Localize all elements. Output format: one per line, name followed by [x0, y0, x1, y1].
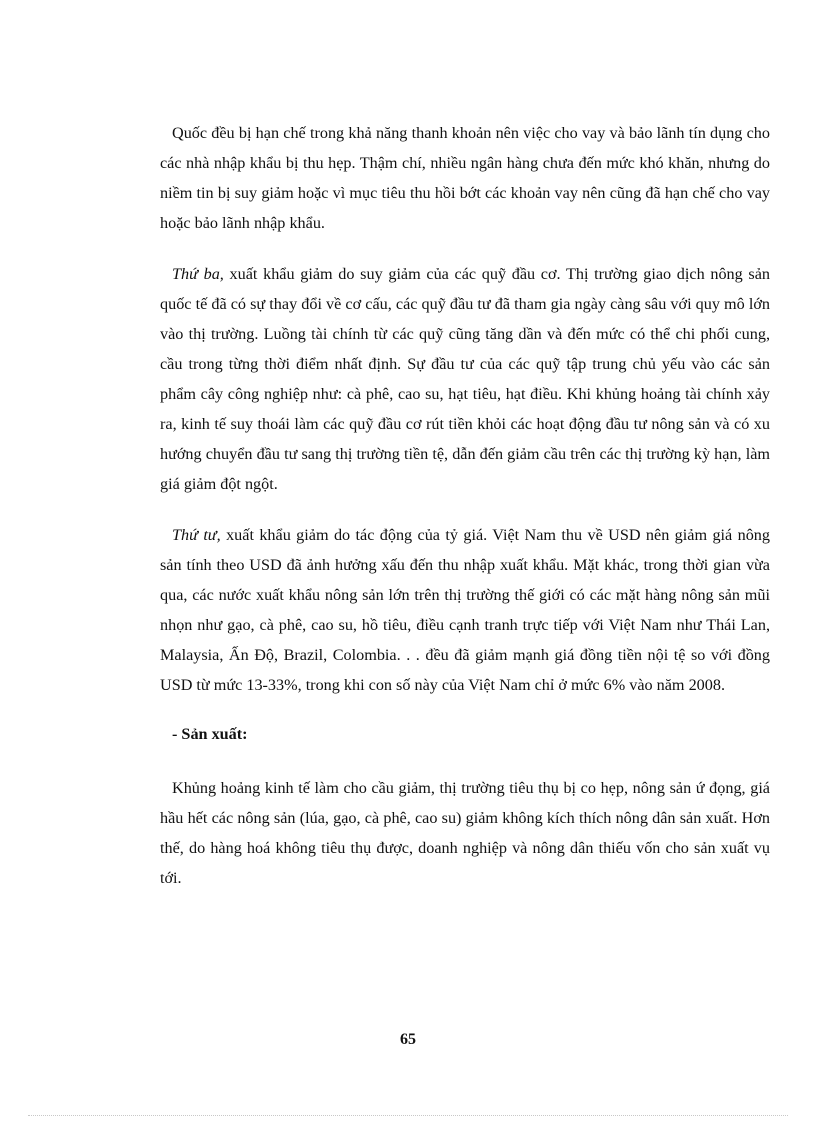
paragraph-lead: Thứ tư,	[172, 526, 221, 544]
document-body	[160, 118, 770, 893]
page-number: 65	[400, 1031, 416, 1048]
paragraph-text: Quốc đều bị hạn chế trong khả năng thanh khoản nên việc cho vay và bảo lãnh tín dụng cho các nhà nhập khẩu bị thu hẹp. Thậm chí, nhiều ngân hàng chưa đến mức khó khăn, nhưng do niềm tin bị suy giảm hoặc vì mục tiêu thu hồi bớt các khoản vay nên cũng đã hạn chế cho vay hoặc bảo lãnh nhập khẩu.	[160, 124, 770, 232]
paragraph-text: Khủng hoảng kinh tế làm cho cầu giảm, thị trường tiêu thụ bị co hẹp, nông sản ứ đọng, giá hầu hết các nông sản (lúa, gạo, cà phê, cao su) giảm không kích thích nông dân sản xuất. Hơn thế, do hàng hoá không tiêu thụ được, doanh nghiệp và nông dân thiếu vốn cho sản xuất vụ tới.	[160, 779, 770, 887]
section-heading-production: - Sản xuất:	[172, 725, 248, 743]
paragraph-text: xuất khẩu giảm do tác động của tỷ giá. Việt Nam thu về USD nên giảm giá nông sản tính theo USD đã ảnh hưởng xấu đến thu nhập xuất khẩu. Mặt khác, trong thời gian vừa qua, các nước xuất khẩu nông sản lớn trên thị trường thế giới có các mặt hàng nông sản mũi nhọn như gạo, cà phê, cao su, hồ tiêu, điều cạnh tranh trực tiếp với Việt Nam như Thái Lan, Malaysia, Ấn Độ, Brazil, Colombia. . . đều đã giảm mạnh giá đồng tiền nội tệ so với đồng USD từ mức 13-33%, trong khi con số này của Việt Nam chỉ ở mức 6% vào năm 2008.	[160, 526, 770, 694]
paragraph-production	[160, 773, 770, 893]
page-bottom-divider	[28, 1115, 788, 1116]
paragraph-exchange-rate	[160, 520, 770, 700]
paragraph-lead: Thứ ba,	[172, 265, 224, 283]
paragraph-text: xuất khẩu giảm do suy giảm của các quỹ đầu cơ. Thị trường giao dịch nông sản quốc tế đã có sự thay đổi về cơ cấu, các quỹ đầu tư đã tham gia ngày càng sâu với quy mô lớn vào thị trường. Luồng tài chính từ các quỹ cũng tăng dần và đến mức có thể chi phối cung, cầu trong từng thời điểm nhất định. Sự đầu tư của các quỹ tập trung chủ yếu vào các sản phẩm cây công nghiệp như: cà phê, cao su, hạt tiêu, hạt điều. Khi khủng hoảng tài chính xảy ra, kinh tế suy thoái làm các quỹ đầu cơ rút tiền khỏi các hoạt động đầu tư nông sản và có xu hướng chuyển đầu tư sang thị trường tiền tệ, dẫn đến giảm cầu trên các thị trường kỳ hạn, làm giá giảm đột ngột.	[160, 265, 770, 493]
paragraph-speculative-funds	[160, 259, 770, 499]
paragraph-credit-restriction	[160, 118, 770, 238]
